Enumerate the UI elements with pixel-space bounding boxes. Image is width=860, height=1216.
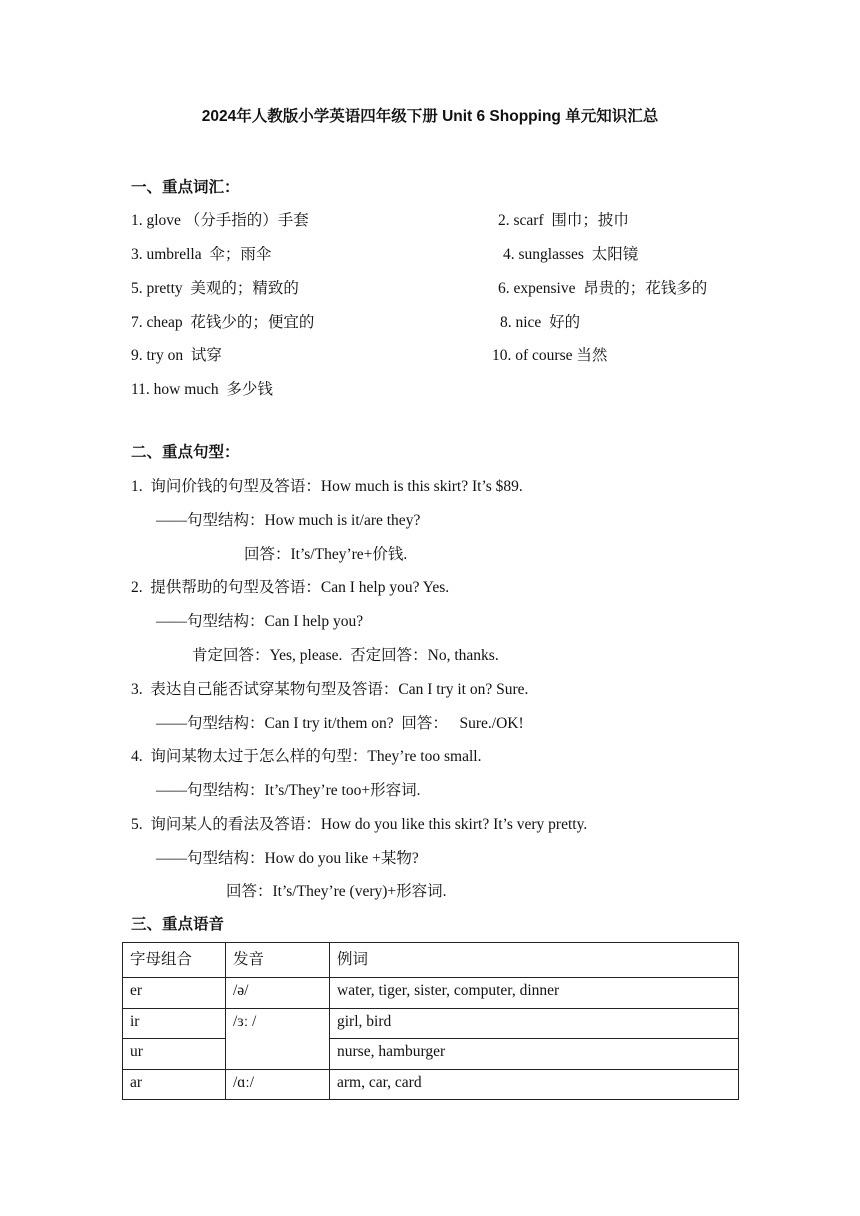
sentence-line: 回答：It’s/They’re+价钱.: [244, 546, 408, 563]
table-row: [123, 1039, 739, 1070]
vocab-item: 4. sunglasses 太阳镜: [503, 246, 639, 263]
phonics-table: [122, 942, 739, 1100]
letters-cell: er: [123, 978, 226, 1009]
letters-cell: ur: [123, 1039, 226, 1070]
words-cell: arm, car, card: [330, 1070, 739, 1100]
sentence-line: 2. 提供帮助的句型及答语：Can I help you? Yes.: [131, 579, 450, 596]
sentence-line: 5. 询问某人的看法及答语：How do you like this skirt? It’s very pretty.: [131, 816, 588, 833]
table-row: [123, 1009, 739, 1039]
sound-cell: /ɜː /: [226, 1009, 330, 1070]
vocab-item: 11. how much 多少钱: [131, 381, 273, 398]
sentence-line: 4. 询问某物太过于怎么样的句型：They’re too small.: [131, 748, 482, 765]
sentence-line: ——句型结构：Can I help you?: [156, 613, 364, 630]
section-heading-sentences: 二、重点句型：: [131, 444, 240, 461]
table-row: [123, 978, 739, 1009]
vocab-item: 10. of course 当然: [492, 347, 608, 364]
vocab-item: 1. glove （分手指的）手套: [131, 212, 309, 229]
vocab-item: 7. cheap 花钱少的；便宜的: [131, 314, 315, 331]
words-cell: girl, bird: [330, 1009, 739, 1039]
table-header-row: [123, 943, 739, 978]
sentence-line: 3. 表达自己能否试穿某物句型及答语：Can I try it on? Sure.: [131, 681, 529, 698]
vocab-item: 2. scarf 围巾；披巾: [498, 212, 629, 229]
sound-cell: /ə/: [226, 978, 330, 1009]
sentence-line: 肯定回答：Yes, please. 否定回答：No, thanks.: [192, 647, 499, 664]
vocab-item: 5. pretty 美观的；精致的: [131, 280, 299, 297]
page-title: 2024年人教版小学英语四年级下册 Unit 6 Shopping 单元知识汇总: [201, 108, 659, 125]
sentence-line: ——句型结构：Can I try it/them on? 回答： Sure./OK!: [156, 715, 524, 732]
section-heading-phonics: 三、重点语音: [131, 916, 225, 933]
section-heading-vocabulary: 一、重点词汇：: [131, 179, 240, 196]
sentence-line: ——句型结构：How much is it/are they?: [156, 512, 421, 529]
table-header-cell: 发音: [226, 943, 330, 978]
vocab-item: 9. try on 试穿: [131, 347, 222, 364]
vocab-item: 8. nice 好的: [500, 314, 581, 331]
table-header-cell: 字母组合: [123, 943, 226, 978]
sentence-line: 1. 询问价钱的句型及答语：How much is this skirt? It’s $89.: [131, 478, 523, 495]
letters-cell: ar: [123, 1070, 226, 1100]
table-header-cell: 例词: [330, 943, 739, 978]
sound-cell: /ɑː/: [226, 1070, 330, 1100]
vocab-item: 6. expensive 昂贵的；花钱多的: [498, 280, 708, 297]
table-row: [123, 1070, 739, 1100]
sentence-line: 回答：It’s/They’re (very)+形容词.: [226, 883, 447, 900]
words-cell: nurse, hamburger: [330, 1039, 739, 1070]
sentence-line: ——句型结构：It’s/They’re too+形容词.: [156, 782, 421, 799]
words-cell: water, tiger, sister, computer, dinner: [330, 978, 739, 1009]
letters-cell: ir: [123, 1009, 226, 1039]
vocab-item: 3. umbrella 伞；雨伞: [131, 246, 272, 263]
sentence-line: ——句型结构：How do you like +某物?: [156, 850, 419, 867]
